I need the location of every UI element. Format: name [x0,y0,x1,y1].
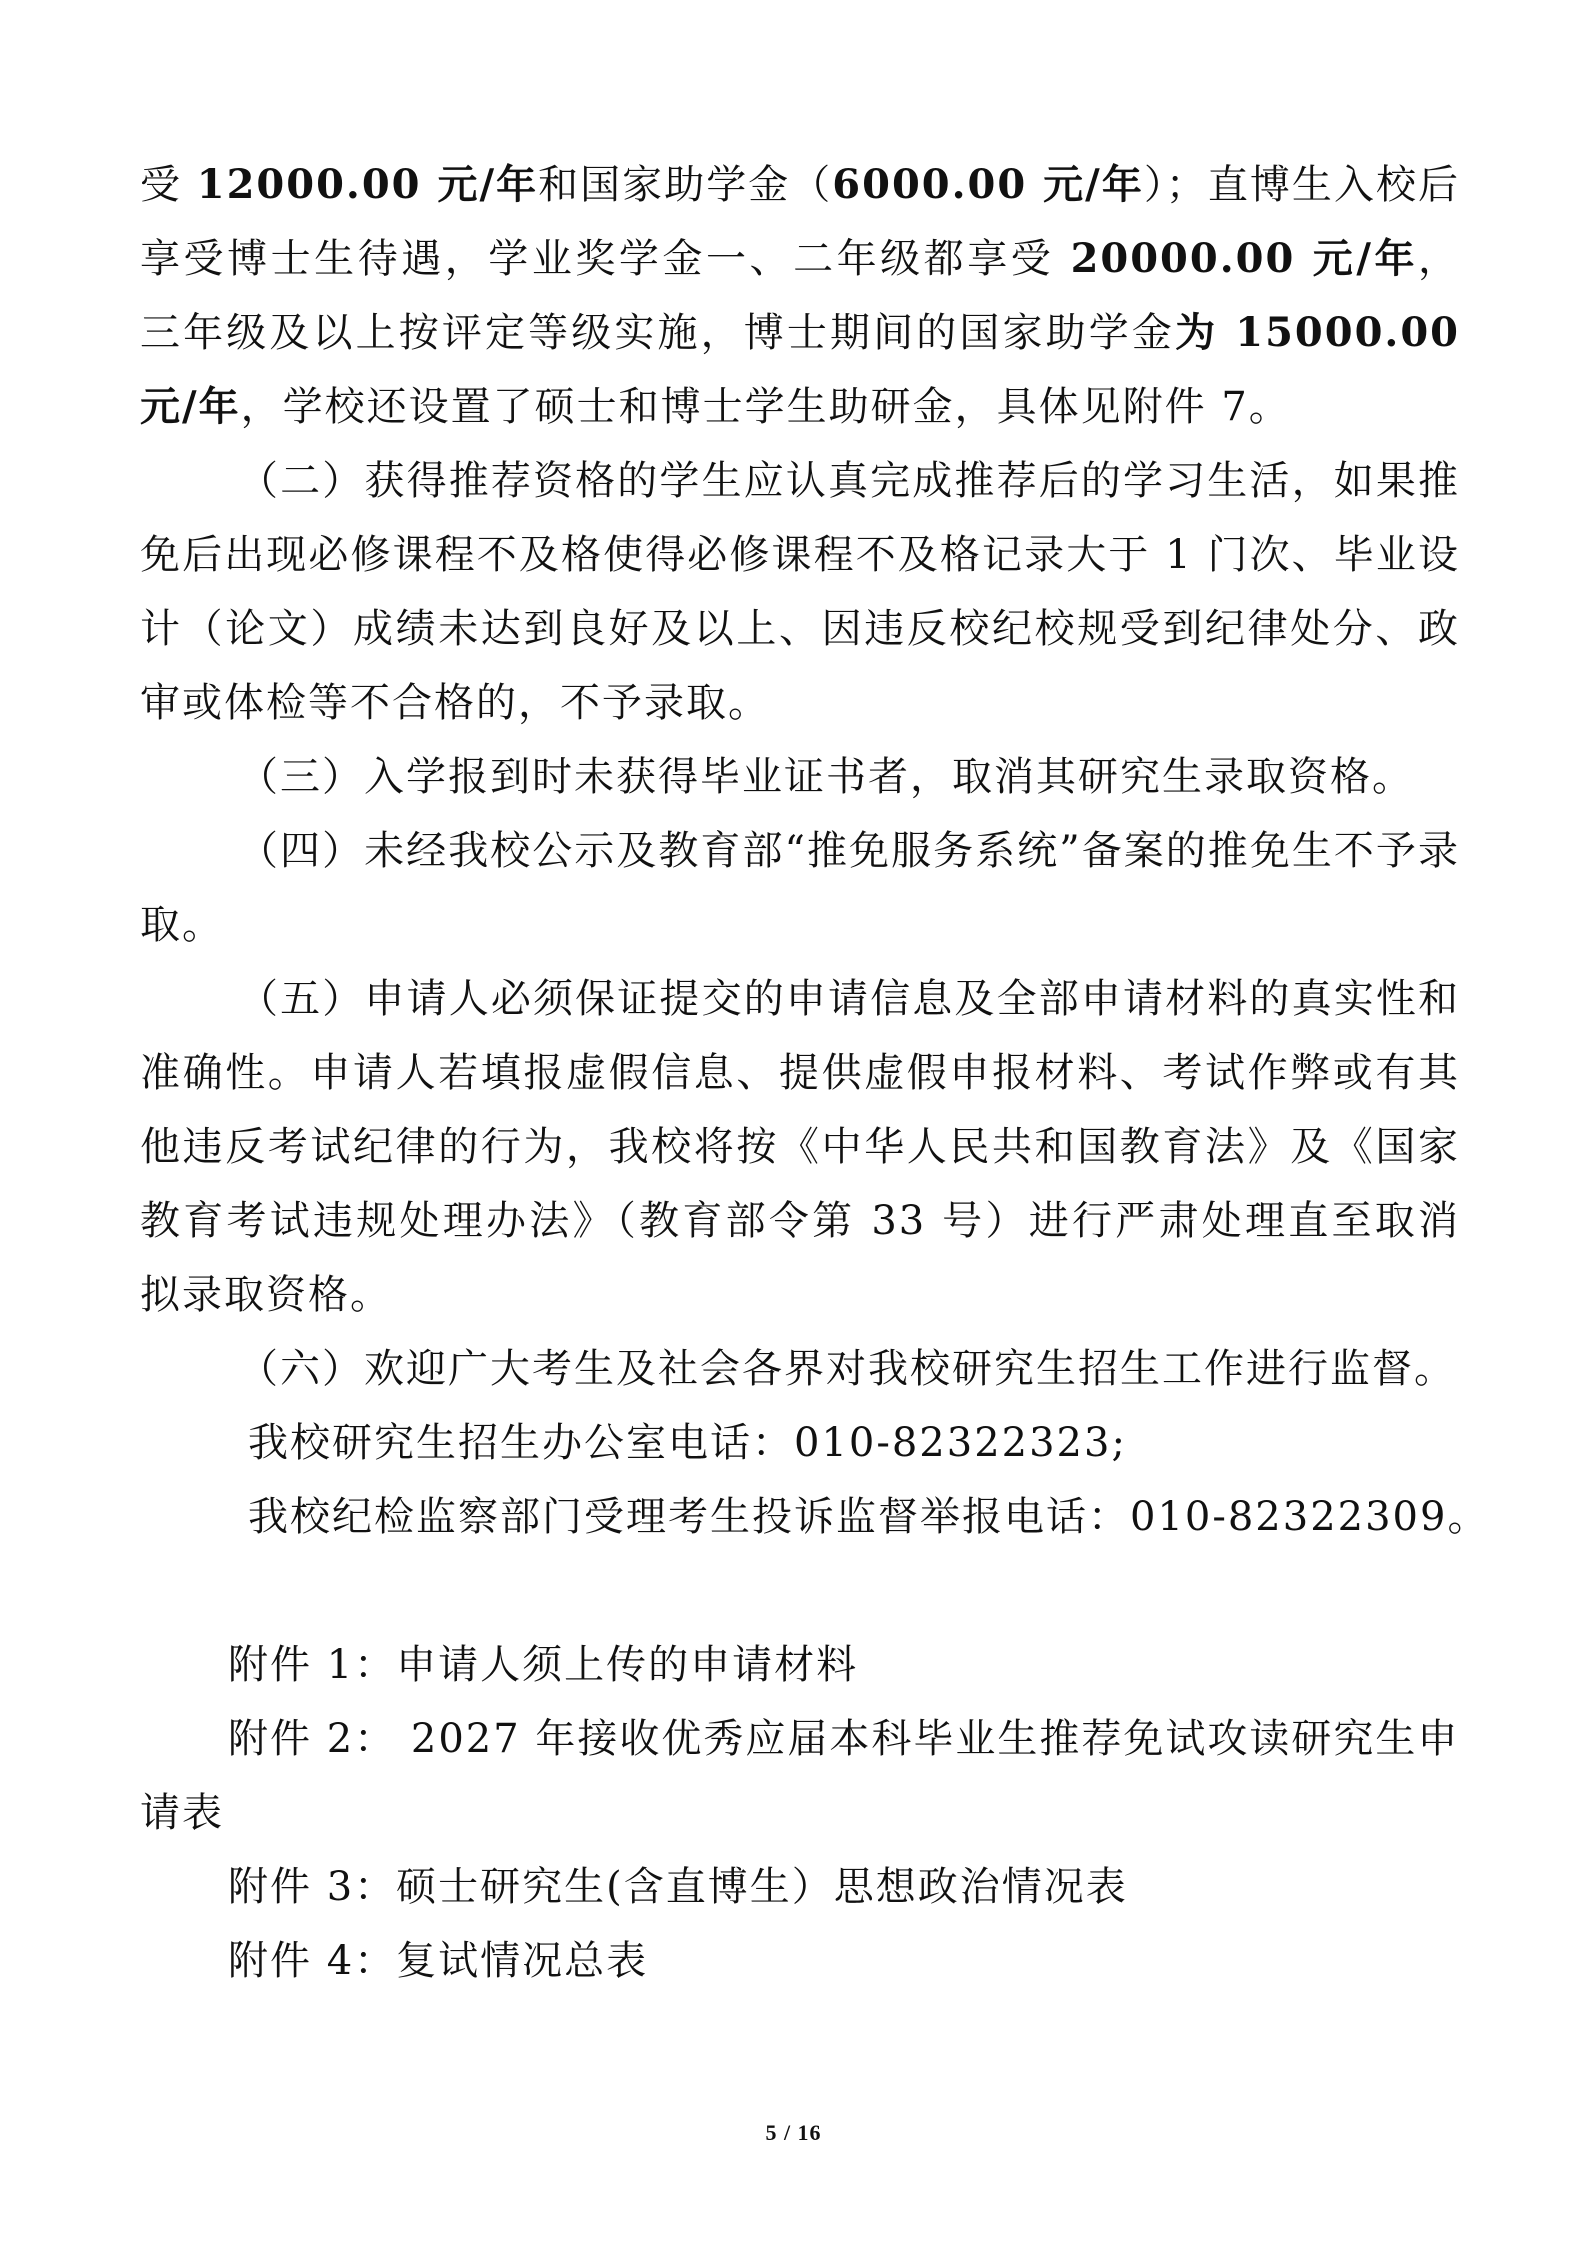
paragraph-item-2: （二）获得推荐资格的学生应认真完成推荐后的学习生活，如果推免后出现必修课程不及格使得必修课程不及格记录大于 1 门次、毕业设计（论文）成绩未达到良好及以上、因违反校纪校规受到纪律处分、政审或体检等不合格的，不予录取。 [140,458,1460,726]
attachment-item: 附件 1：申请人须上传的申请材料 [228,1642,859,1688]
paragraph-item-4: （四）未经我校公示及教育部“推免服务系统”备案的推免生不予录取。 [140,828,1460,948]
admissions-office-phone: 我校研究生招生办公室电话：010-82322323; [248,1420,1127,1466]
attachment-item: 附件 3：硕士研究生(含直博生）思想政治情况表 [228,1864,1128,1910]
text-segment: 受 [140,162,197,208]
amount-phd-grant: 为 15000.00 元/年 [140,309,1460,430]
attachment-item: 附件 2： 2027 年接收优秀应届本科毕业生推荐免试攻读研究生申请表 [140,1716,1460,1836]
amount-master-grant: 6000.00 元/年 [832,161,1144,208]
text-segment: ，学校还设置了硕士和博士学生助研金，具体见附件 7。 [240,384,1291,430]
document-body [140,148,1490,1998]
amount-phd-scholarship: 20000.00 元/年 [1070,235,1418,282]
attachment-list [140,1628,1460,1998]
attachment-item: 附件 4：复试情况总表 [228,1938,649,1984]
amount-master-scholarship: 12000.00 元/年 [196,161,539,208]
paragraph-item-6: （六）欢迎广大考生及社会各界对我校研究生招生工作进行监督。 [238,1346,1456,1392]
page-number: 5 / 16 [765,2120,822,2145]
paragraph-scholarship [140,148,1460,444]
text-segment: ）；直博生入校后享受博士生待遇，学业奖学金一、二年级都享受 [140,162,1460,282]
paragraph-item-3: （三）入学报到时未获得毕业证书者，取消其研究生录取资格。 [238,754,1414,800]
discipline-office-phone: 我校纪检监察部门受理考生投诉监督举报电话：010-82322309。 [248,1494,1490,1540]
text-segment: 和国家助学金（ [538,162,833,208]
text-segment: ，三年级及以上按评定等级实施，博士期间的国家助学金 [140,236,1460,356]
paragraph-item-5: （五）申请人必须保证提交的申请信息及全部申请材料的真实性和准确性。申请人若填报虚假信息、提供虚假申报材料、考试作弊或有其他违反考试纪律的行为，我校将按《中华人民共和国教育法》及《国家教育考试违规处理办法》（教育部令第 33 号）进行严肃处理直至取消拟录取资格。 [140,976,1460,1318]
